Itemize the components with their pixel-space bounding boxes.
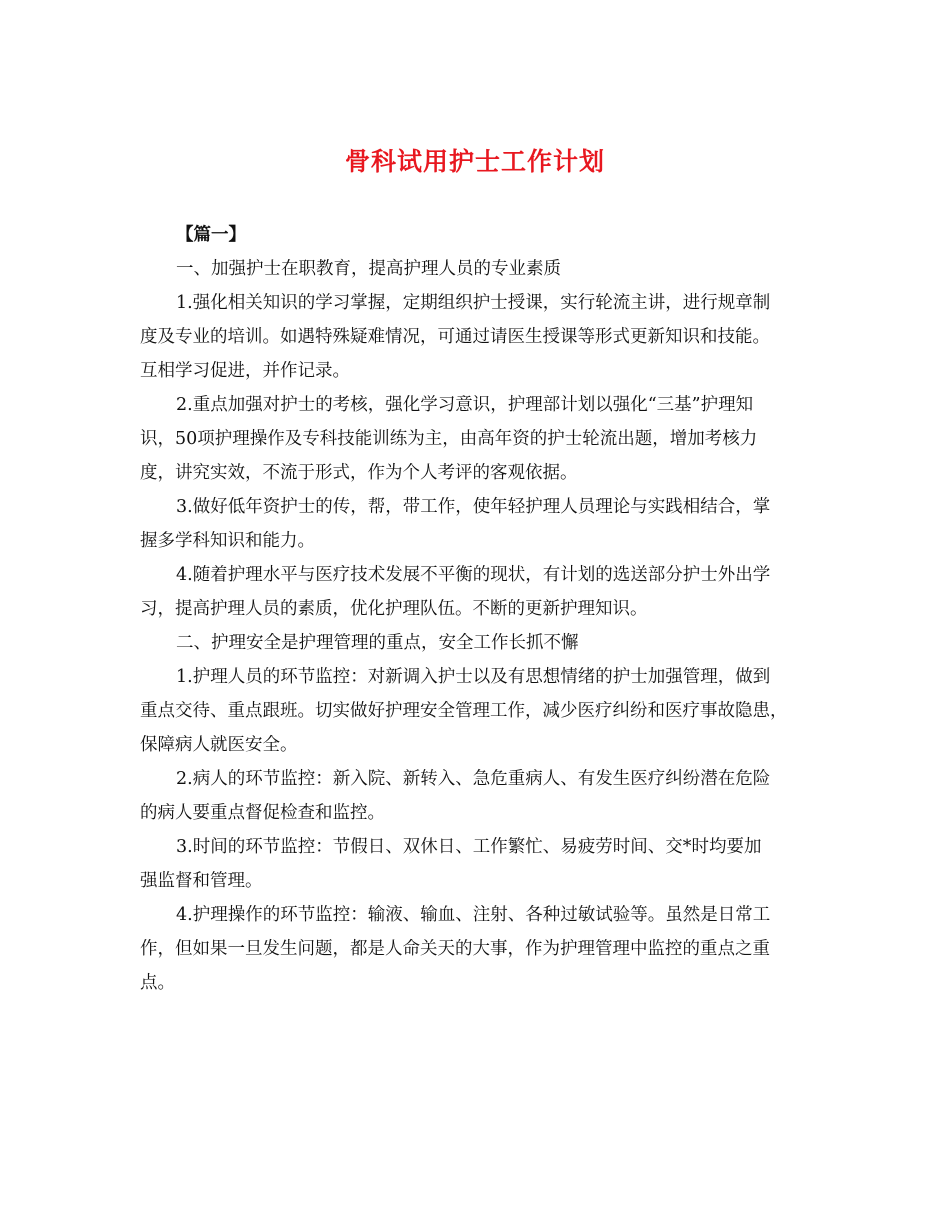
paragraph-2-4-line-1: 4.护理操作的环节监控：输液、输血、注射、各种过敏试验等。虽然是日常工 — [176, 905, 771, 925]
paragraph-2-4-line-3: 点。 — [140, 973, 175, 993]
paragraph-1-4-line-2: 习，提高护理人员的素质，优化护理队伍。不断的更新护理知识。 — [140, 599, 648, 619]
paragraph-1-2-line-3: 度，讲究实效，不流于形式，作为个人考评的客观依据。 — [140, 463, 578, 483]
paragraph-2-2-line-2: 的病人要重点督促检查和监控。 — [140, 803, 385, 823]
document-title: 骨科试用护士工作计划 — [344, 147, 605, 176]
paragraph-1-1-line-1: 1.强化相关知识的学习掌握，定期组织护士授课，实行轮流主讲，进行规章制 — [176, 293, 771, 313]
section-tag: 【篇一】 — [176, 225, 246, 245]
paragraph-1-3-line-1: 3.做好低年资护士的传，帮，带工作，使年轻护理人员理论与实践相结合，掌 — [176, 497, 771, 517]
paragraph-1-3-line-2: 握多学科知识和能力。 — [140, 531, 315, 551]
document-body — [140, 218, 822, 1000]
paragraph-2-3-line-2: 强监督和管理。 — [140, 871, 263, 891]
paragraph-1-2-line-1: 2.重点加强对护士的考核，强化学习意识，护理部计划以强化“三基”护理知 — [176, 395, 754, 415]
paragraph-2-3-line-1: 3.时间的环节监控：节假日、双休日、工作繁忙、易疲劳时间、交*时均要加 — [176, 837, 762, 857]
paragraph-2-1-line-3: 保障病人就医安全。 — [140, 735, 298, 755]
paragraph-2-1-line-2: 重点交待、重点跟班。切实做好护理安全管理工作，减少医疗纠纷和医疗事故隐患， — [140, 701, 788, 721]
paragraph-1-4-line-1: 4.随着护理水平与医疗技术发展不平衡的现状，有计划的选送部分护士外出学 — [176, 565, 771, 585]
heading-1: 一、加强护士在职教育，提高护理人员的专业素质 — [176, 259, 561, 279]
heading-2: 二、护理安全是护理管理的重点，安全工作长抓不懈 — [176, 633, 579, 653]
paragraph-1-1-line-2: 度及专业的培训。如遇特殊疑难情况，可通过请医生授课等形式更新知识和技能。 — [140, 327, 770, 347]
paragraph-1-1-line-3: 互相学习促进，并作记录。 — [140, 361, 350, 381]
paragraph-1-2-line-2: 识，50项护理操作及专科技能训练为主，由高年资的护士轮流出题，增加考核力 — [140, 429, 758, 449]
paragraph-2-4-line-2: 作，但如果一旦发生问题，都是人命关天的大事，作为护理管理中监控的重点之重 — [140, 939, 770, 959]
paragraph-2-1-line-1: 1.护理人员的环节监控：对新调入护士以及有思想情绪的护士加强管理，做到 — [176, 667, 771, 687]
paragraph-2-2-line-1: 2.病人的环节监控：新入院、新转入、急危重病人、有发生医疗纠纷潜在危险 — [176, 769, 771, 789]
